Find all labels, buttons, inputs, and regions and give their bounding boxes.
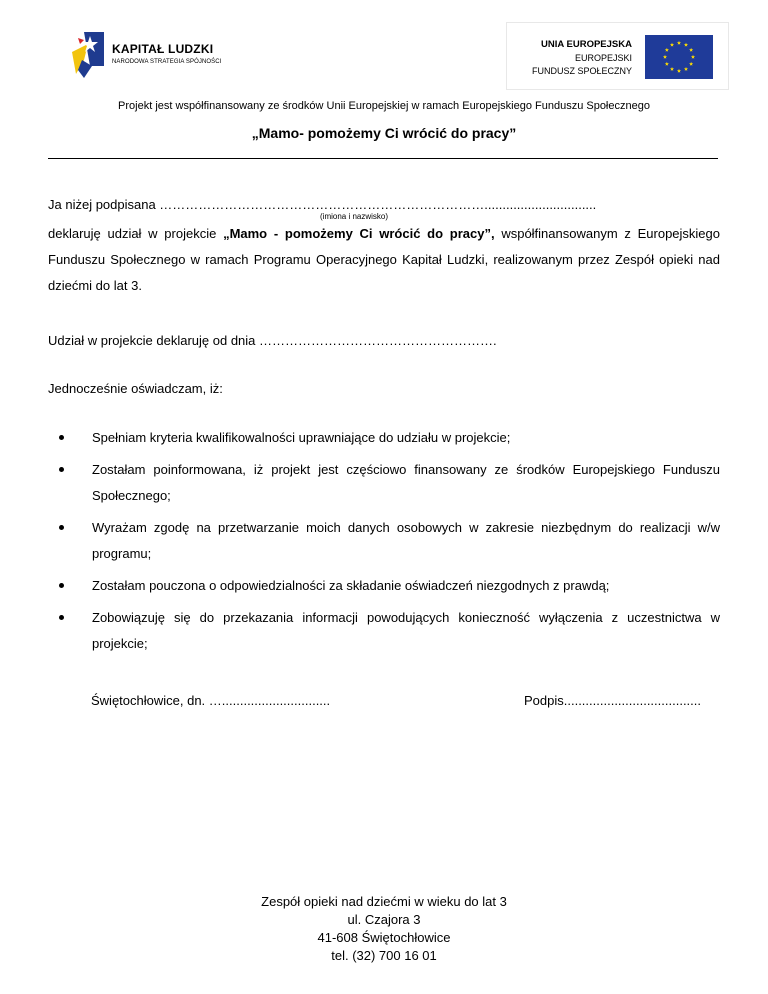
footer-city: 41-608 Świętochłowice — [317, 930, 451, 945]
header-divider — [48, 158, 718, 159]
signer-note: (imiona i nazwisko) — [320, 212, 389, 221]
eu-logo-line1: UNIA EUROPEJSKA — [541, 39, 632, 50]
footer-street: ul. Czajora 3 — [347, 912, 421, 927]
list-item: Zostałam pouczona o odpowiedzialności za składanie oświadczeń niezgodnych z prawdą; — [48, 573, 720, 599]
declaration-suffix: współfinansowanym z Europejskiego Funduszu Społecznego w ramach Programu Operacyjnego Kapitał Ludzki, realizowanym przez Zespół opieki nad dziećmi do lat 3. — [48, 226, 720, 293]
declaration-project-name: „Mamo - pomożemy Ci wrócić do pracy”, — [223, 226, 495, 241]
list-item: Zostałam poinformowana, iż projekt jest częściowo finansowany ze środków Europejskiego Funduszu Społecznego; — [48, 457, 720, 509]
signature-field: Podpis...................................... — [524, 693, 701, 708]
eu-logo-line2: EUROPEJSKI — [574, 53, 632, 63]
participation-date-line: Udział w projekcie deklaruję od dnia ………………………………………………. — [48, 333, 497, 348]
kapital-ludzki-title: KAPITAŁ LUDZKI — [112, 42, 214, 56]
eu-flag-icon — [645, 35, 713, 79]
footer-phone: tel. (32) 700 16 01 — [331, 948, 437, 963]
eu-logo — [506, 22, 729, 90]
signer-line: Ja niżej podpisana …………………………………………………………………............................... — [48, 197, 597, 212]
footer-address — [0, 893, 768, 965]
eu-logo-line3: FUNDUSZ SPOŁECZNY — [531, 66, 632, 76]
kapital-ludzki-mark-icon — [70, 30, 106, 80]
declaration-paragraph — [48, 221, 720, 299]
declaration-intro: Jednocześnie oświadczam, iż: — [48, 381, 223, 396]
document-title: „Mamo- pomożemy Ci wrócić do pracy” — [251, 125, 517, 141]
cofinancing-note: Projekt jest współfinansowany ze środków Unii Europejskiej w ramach Europejskiego Funduszu Społecznego — [118, 100, 650, 112]
declaration-prefix: deklaruję udział w projekcie — [48, 226, 224, 241]
kapital-ludzki-subtitle: NARODOWA STRATEGIA SPÓJNOŚCI — [112, 59, 222, 65]
list-item: Wyrażam zgodę na przetwarzanie moich danych osobowych w zakresie niezbędnym do realizacji w/w programu; — [48, 515, 720, 567]
declaration-list — [48, 425, 720, 663]
list-item: Spełniam kryteria kwalifikowalności uprawniające do udziału w projekcie; — [48, 425, 720, 451]
place-date-field: Świętochłowice, dn. ….............................. — [91, 693, 331, 708]
footer-organization: Zespół opieki nad dziećmi w wieku do lat 3 — [261, 894, 507, 909]
list-item: Zobowiązuję się do przekazania informacji powodujących konieczność wyłączenia z uczestnictwa w projekcie; — [48, 605, 720, 657]
kapital-ludzki-logo — [70, 30, 250, 82]
